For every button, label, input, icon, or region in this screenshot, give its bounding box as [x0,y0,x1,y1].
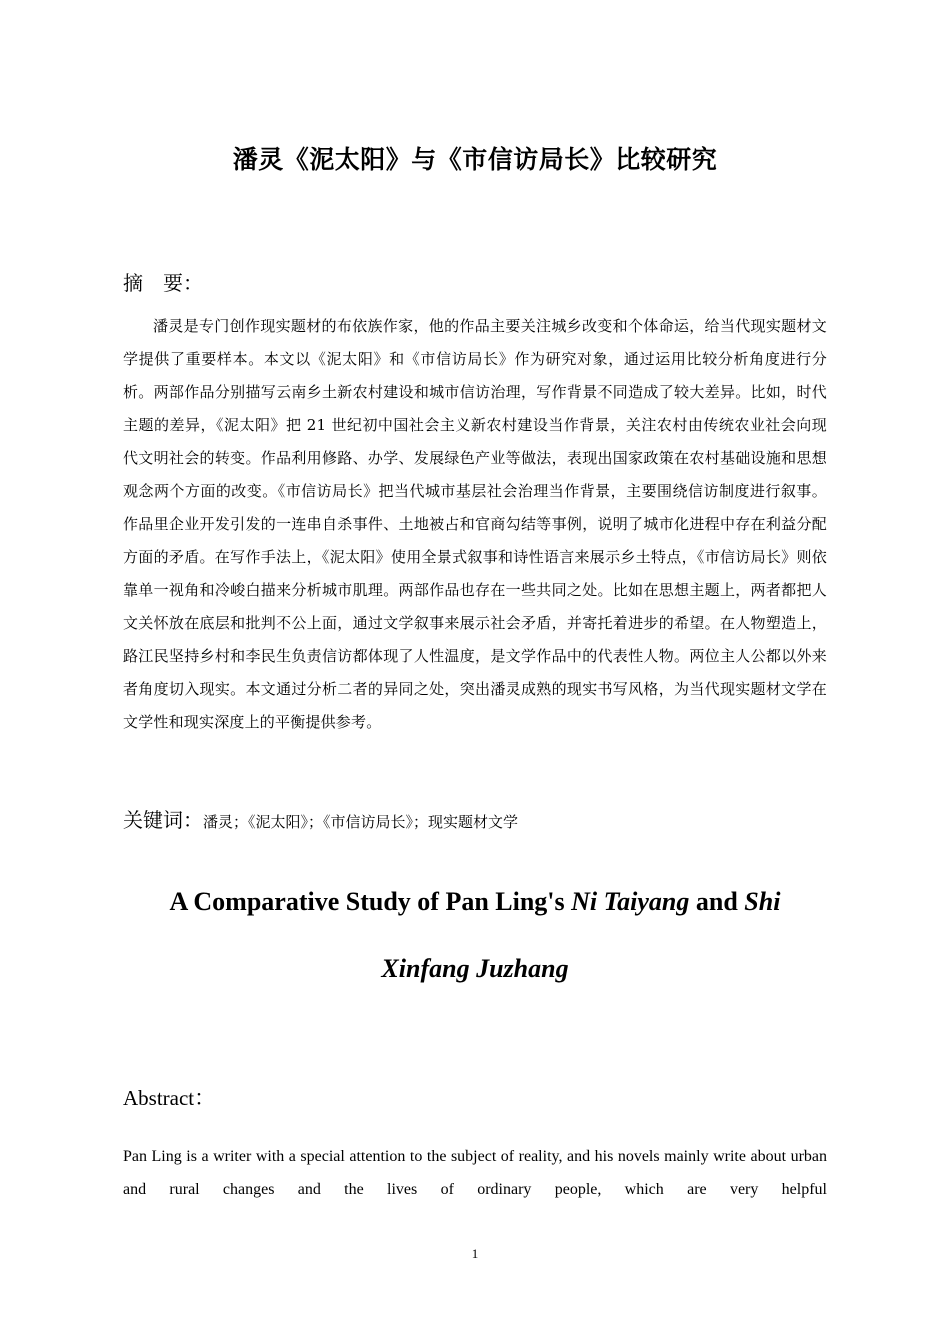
chinese-abstract-body: 潘灵是专门创作现实题材的布依族作家，他的作品主要关注城乡改变和个体命运，给当代现实题材文学提供了重要样本。本文以《泥太阳》和《市信访局长》作为研究对象，通过运用比较分析角度进行分析。两部作品分别描写云南乡土新农村建设和城市信访治理，写作背景不同造成了较大差异。比如，时代主题的差异，《泥太阳》把 21 世纪初中国社会主义新农村建设当作背景，关注农村由传统农业社会向现代文明社会的转变。作品利用修路、办学、发展绿色产业等做法，表现出国家政策在农村基础设施和思想观念两个方面的改变。《市信访局长》把当代城市基层社会治理当作背景，主要围绕信访制度进行叙事。作品里企业开发引发的一连串自杀事件、土地被占和官商勾结等事例，说明了城市化进程中存在利益分配方面的矛盾。在写作手法上，《泥太阳》使用全景式叙事和诗性语言来展示乡土特点，《市信访局长》则依靠单一视角和冷峻白描来分析城市肌理。两部作品也存在一些共同之处。比如在思想主题上，两者都把人文关怀放在底层和批判不公上面，通过文学叙事来展示社会矛盾，并寄托着进步的希望。在人物塑造上，路江民坚持乡村和李民生负责信访都体现了人性温度，是文学作品中的代表性人物。两位主人公都以外来者角度切入现实。本文通过分析二者的异同之处，突出潘灵成熟的现实书写风格，为当代现实题材文学在文学性和现实深度上的平衡提供参考。 [123,317,827,731]
english-title-work2: Shi Xinfang Juzhang [381,887,781,983]
english-abstract-body: Pan Ling is a writer with a special attention to the subject of reality, and his novels mainly write about urban and rural changes and the lives of ordinary people, which are very helpful [123,1148,827,1198]
page-number: 1 [471,1246,479,1261]
english-title-middle: and [689,887,745,916]
english-abstract-heading: Abstract： [123,1086,216,1110]
chinese-keywords [123,806,827,836]
chinese-abstract-heading: 摘 要： [123,271,203,295]
english-title [123,868,827,1002]
english-title-work1: Ni Taiyang [571,887,690,916]
english-title-prefix: A Comparative Study of Pan Ling's [169,887,572,916]
keywords-text: 潘灵；《泥太阳》；《市信访局长》；现实题材文学 [203,813,519,831]
keywords-label: 关键词： [123,808,203,832]
chinese-title: 潘灵《泥太阳》与《市信访局长》比较研究 [232,145,718,174]
